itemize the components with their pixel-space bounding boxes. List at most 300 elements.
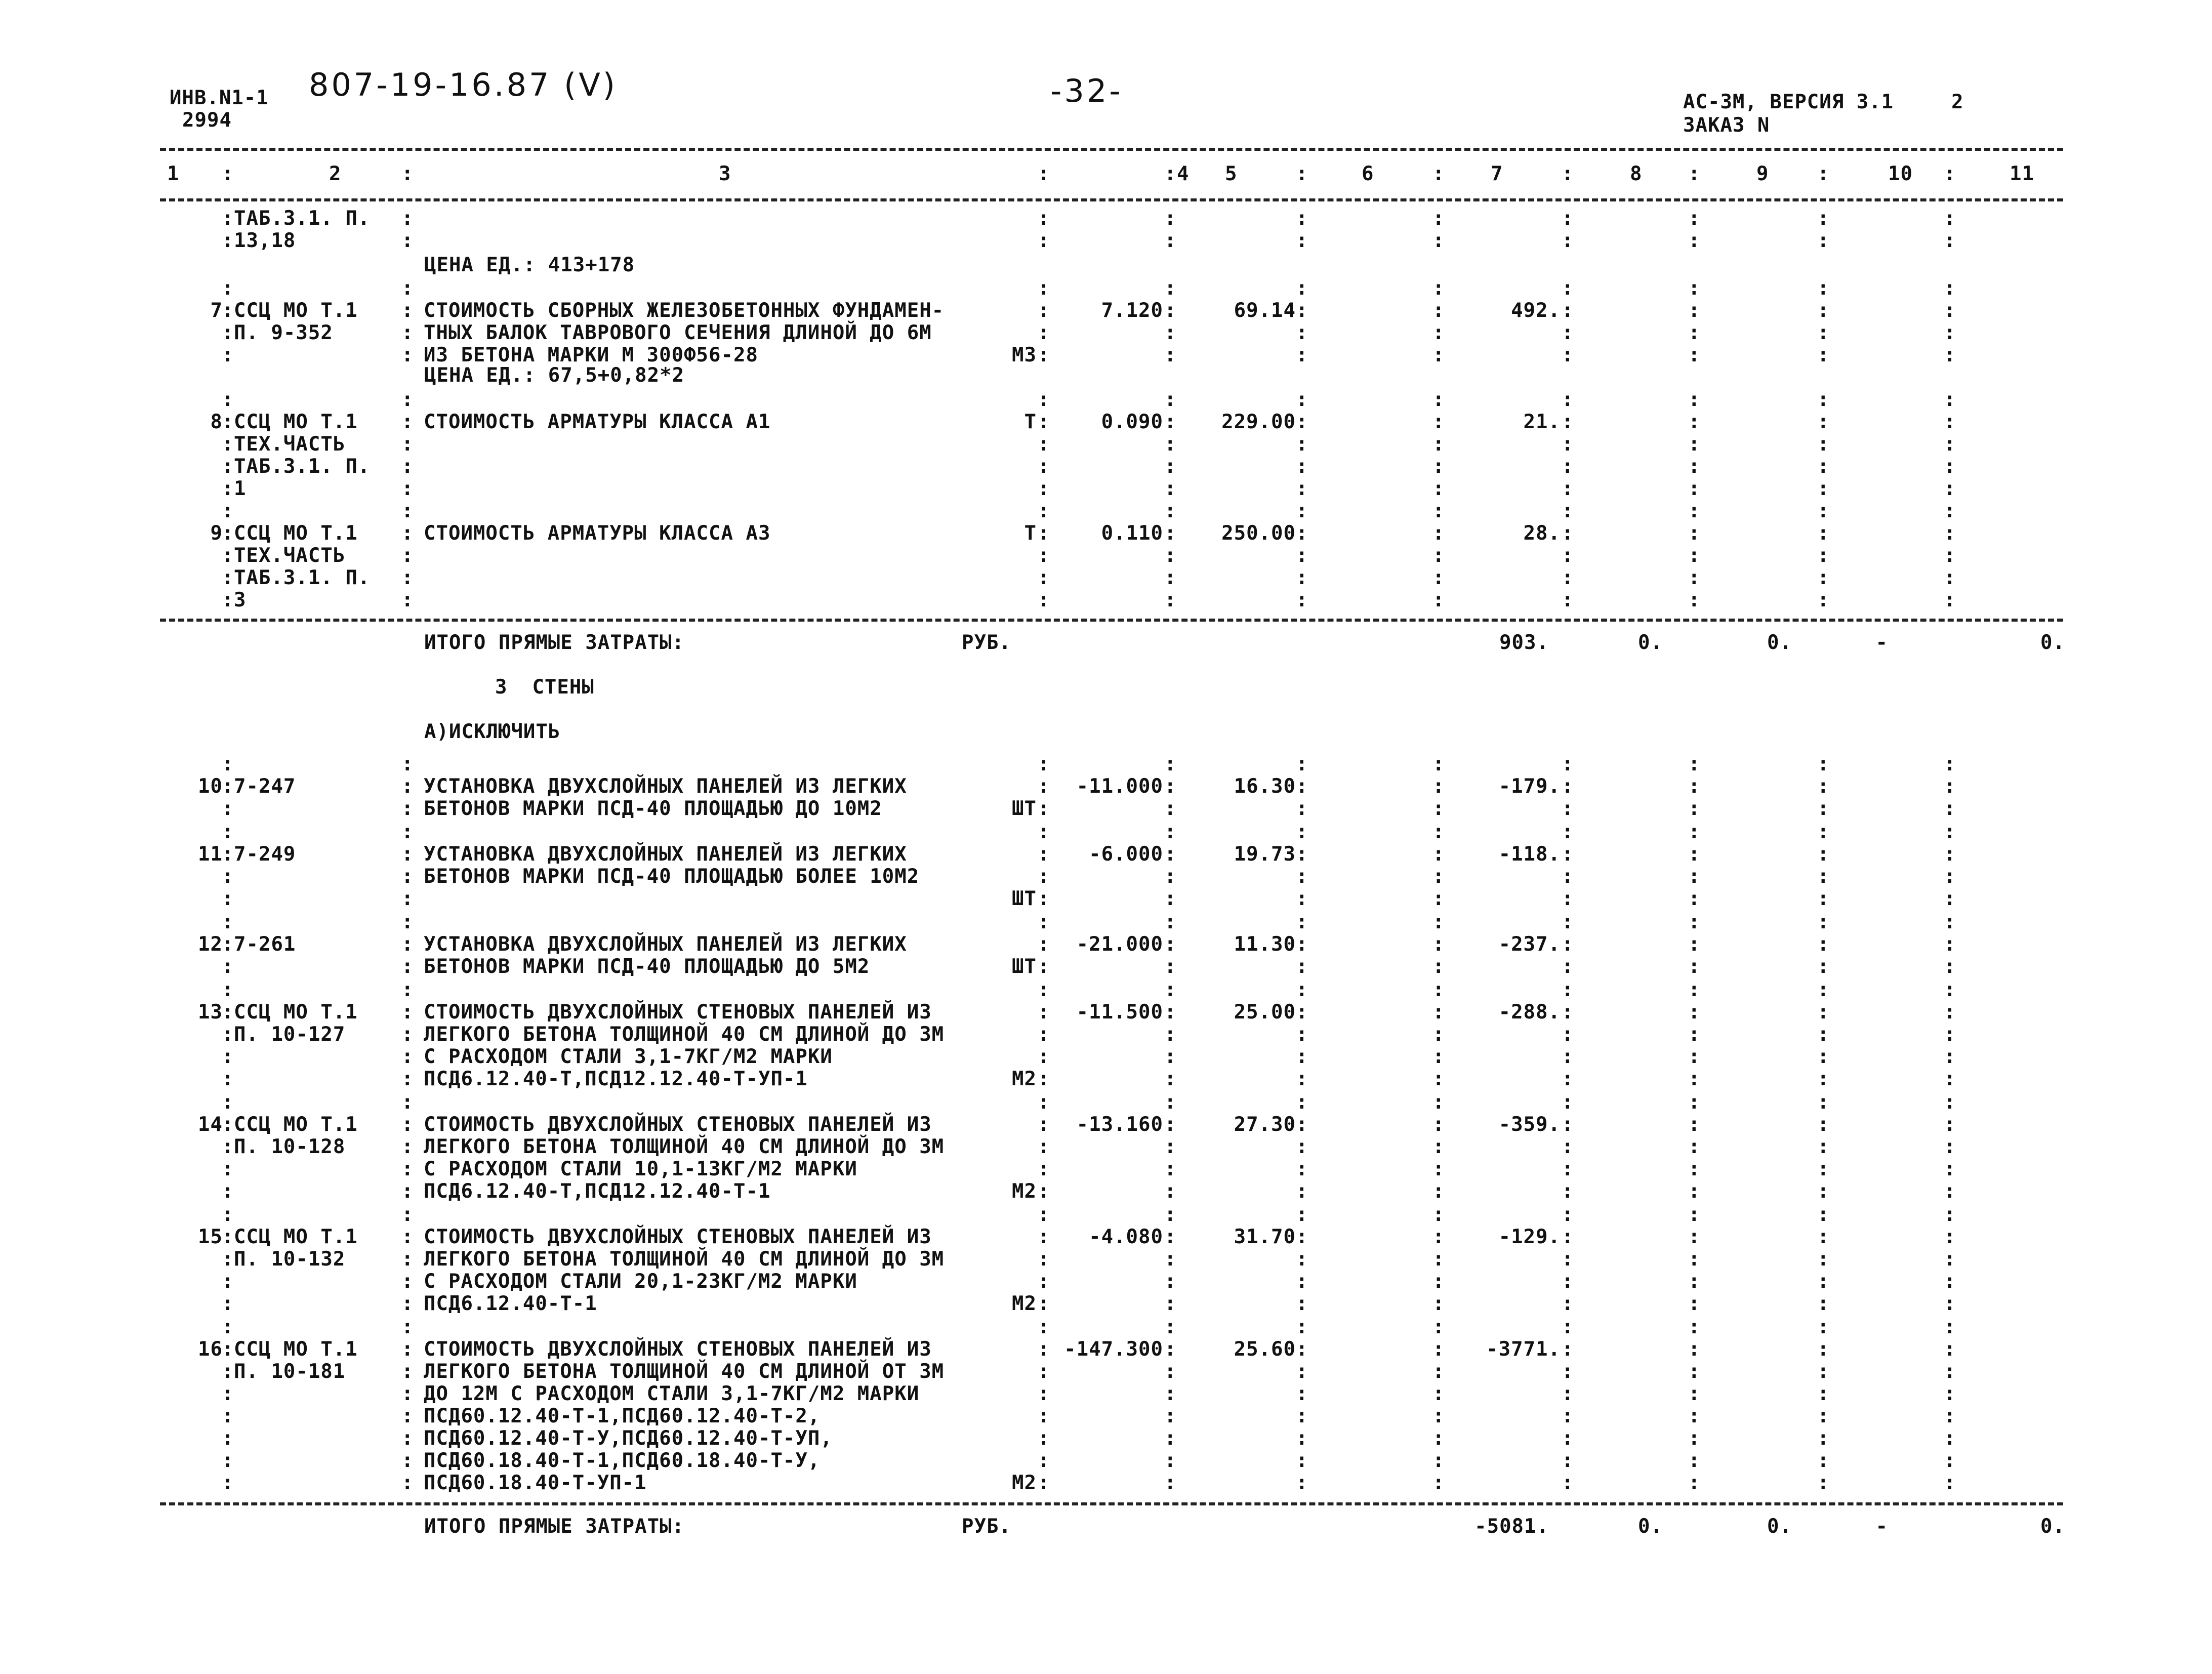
row-unit: ШТ <box>1012 955 1037 978</box>
column-separator: : <box>1164 455 1177 478</box>
column-separator: : <box>1562 1068 1574 1090</box>
row-code: ССЦ МО Т.1 <box>234 1226 358 1248</box>
column-separator: : <box>222 455 234 478</box>
column-separator: : <box>1562 1135 1574 1158</box>
column-separator: : <box>222 1316 234 1338</box>
column-header-6: 6 <box>1362 162 1374 185</box>
column-separator: : <box>1562 344 1574 366</box>
column-separator: : <box>1164 933 1177 956</box>
column-separator: : <box>1296 500 1308 522</box>
column-separator: : <box>1038 1113 1050 1136</box>
column-separator: : <box>1688 1068 1701 1090</box>
column-separator: : <box>1432 1338 1445 1361</box>
column-separator: : <box>1432 1023 1445 1046</box>
column-separator: : <box>1296 1091 1308 1114</box>
column-separator: : <box>1038 1360 1050 1383</box>
row-code: ТАБ.3.1. П. <box>234 566 371 589</box>
column-separator: : <box>1944 1180 1956 1203</box>
row-code: П. 10-128 <box>234 1135 346 1158</box>
column-separator: : <box>1817 162 1830 185</box>
column-separator: : <box>222 1248 234 1271</box>
column-separator: : <box>401 753 414 775</box>
column-separator: : <box>401 433 414 456</box>
column-separator: : <box>1562 500 1574 522</box>
column-separator: : <box>1562 433 1574 456</box>
column-separator: : <box>1562 277 1574 300</box>
column-separator: : <box>222 1180 234 1203</box>
column-separator: : <box>222 162 234 185</box>
column-separator: : <box>401 1292 414 1315</box>
column-separator: : <box>1296 797 1308 820</box>
row-code: 7-247 <box>234 775 296 798</box>
column-separator: : <box>401 1113 414 1136</box>
row-description: ЛЕГКОГО БЕТОНА ТОЛЩИНОЙ 40 СМ ДЛИНОЙ ДО 3М <box>424 1023 945 1046</box>
column-separator: : <box>1944 1158 1956 1180</box>
column-separator: : <box>1164 911 1177 933</box>
column-separator: : <box>1944 821 1956 843</box>
column-separator: : <box>401 1091 414 1114</box>
row-code: 3 <box>234 589 247 611</box>
column-separator: : <box>1562 1338 1574 1361</box>
column-separator: : <box>1817 544 1830 567</box>
column-separator: : <box>222 753 234 775</box>
column-separator: : <box>1562 1248 1574 1271</box>
column-separator: : <box>1296 1001 1308 1024</box>
column-separator: : <box>1817 1270 1830 1293</box>
column-separator: : <box>222 344 234 366</box>
column-separator: : <box>1038 1405 1050 1427</box>
column-separator: : <box>401 299 414 322</box>
column-separator: : <box>1164 162 1177 185</box>
row-price: 16.30 <box>1234 775 1296 798</box>
column-separator: : <box>1944 1068 1956 1090</box>
row-code: ССЦ МО Т.1 <box>234 299 358 322</box>
column-separator: : <box>1817 911 1830 933</box>
column-separator: : <box>1432 1427 1445 1450</box>
column-separator: : <box>1688 1045 1701 1068</box>
column-separator: : <box>1164 1226 1177 1248</box>
column-separator: : <box>1944 299 1956 322</box>
column-separator: : <box>1296 344 1308 366</box>
column-separator: : <box>1817 1292 1830 1315</box>
column-separator: : <box>1688 433 1701 456</box>
column-separator: : <box>1817 797 1830 820</box>
row-description: ПСД60.18.40-Т-1,ПСД60.18.40-Т-У, <box>424 1449 821 1472</box>
column-separator: : <box>1164 1382 1177 1405</box>
column-separator: : <box>1944 1360 1956 1383</box>
column-separator: : <box>1164 821 1177 843</box>
column-separator: : <box>1817 1226 1830 1248</box>
column-separator: : <box>1688 1472 1701 1494</box>
column-separator: : <box>1562 887 1574 910</box>
column-separator: : <box>222 1338 234 1361</box>
subtotal-col9: 0. <box>1767 1515 1792 1538</box>
column-separator: : <box>1038 1472 1050 1494</box>
row-quantity: -11.000 <box>1076 775 1163 798</box>
column-separator: : <box>1432 321 1445 344</box>
column-separator: : <box>401 207 414 230</box>
column-separator: : <box>1164 843 1177 866</box>
column-separator: : <box>1038 933 1050 956</box>
column-separator: : <box>222 1158 234 1180</box>
version-number: 2 <box>1951 91 1964 113</box>
column-separator: : <box>1562 1023 1574 1046</box>
column-separator: : <box>401 978 414 1001</box>
column-separator: : <box>1296 411 1308 433</box>
row-code: П. 10-181 <box>234 1360 346 1383</box>
column-separator: : <box>222 1091 234 1114</box>
column-separator: : <box>1038 589 1050 611</box>
column-separator: : <box>1944 1270 1956 1293</box>
column-separator: : <box>1688 1316 1701 1338</box>
column-separator: : <box>401 1001 414 1024</box>
column-separator: : <box>1432 1360 1445 1383</box>
column-separator: : <box>1164 1023 1177 1046</box>
column-separator: : <box>1688 955 1701 978</box>
row-description: СТОИМОСТЬ ДВУХСЛОЙНЫХ СТЕНОВЫХ ПАНЕЛЕЙ ИЗ <box>424 1338 932 1361</box>
row-code: ТЕХ.ЧАСТЬ <box>234 544 346 567</box>
column-separator: : <box>1296 1226 1308 1248</box>
column-separator: : <box>1038 1091 1050 1114</box>
column-separator: : <box>1562 753 1574 775</box>
column-separator: : <box>401 797 414 820</box>
column-separator: : <box>401 277 414 300</box>
row-description: УСТАНОВКА ДВУХСЛОЙНЫХ ПАНЕЛЕЙ ИЗ ЛЕГКИХ <box>424 775 907 798</box>
subtotal-label: ИТОГО ПРЯМЫЕ ЗАТРАТЫ: <box>424 1515 685 1538</box>
column-separator: : <box>1562 411 1574 433</box>
column-separator: : <box>1562 162 1574 185</box>
column-separator: : <box>1038 544 1050 567</box>
row-description: СТОИМОСТЬ ДВУХСЛОЙНЫХ СТЕНОВЫХ ПАНЕЛЕЙ ИЗ <box>424 1001 932 1024</box>
column-separator: : <box>1038 388 1050 411</box>
column-separator: : <box>1432 911 1445 933</box>
column-separator: : <box>1688 477 1701 500</box>
column-separator: : <box>1296 843 1308 866</box>
rule-top <box>160 148 2063 151</box>
column-separator: : <box>1038 865 1050 888</box>
row-price: 31.70 <box>1234 1226 1296 1248</box>
column-separator: : <box>1038 1270 1050 1293</box>
column-separator: : <box>1688 1405 1701 1427</box>
column-separator: : <box>1038 1382 1050 1405</box>
row-unit: Т <box>1024 411 1037 433</box>
subtotal-col8: 0. <box>1638 631 1663 654</box>
column-separator: : <box>1688 1203 1701 1226</box>
column-header-9: 9 <box>1756 162 1769 185</box>
column-separator: : <box>1562 299 1574 322</box>
column-separator: : <box>1164 1472 1177 1494</box>
column-separator: : <box>1688 1248 1701 1271</box>
column-separator: : <box>222 821 234 843</box>
column-separator: : <box>1817 229 1830 252</box>
column-separator: : <box>1296 933 1308 956</box>
column-separator: : <box>1164 1316 1177 1338</box>
row-unit: ШТ <box>1012 797 1037 820</box>
column-separator: : <box>1944 933 1956 956</box>
column-separator: : <box>1944 1292 1956 1315</box>
column-separator: : <box>222 522 234 545</box>
column-separator: : <box>222 1203 234 1226</box>
column-separator: : <box>1164 1338 1177 1361</box>
column-separator: : <box>1432 865 1445 888</box>
column-separator: : <box>1296 1045 1308 1068</box>
column-separator: : <box>1944 775 1956 798</box>
column-separator: : <box>1296 299 1308 322</box>
column-separator: : <box>1432 1045 1445 1068</box>
column-separator: : <box>1038 321 1050 344</box>
row-description: ЛЕГКОГО БЕТОНА ТОЛЩИНОЙ 40 СМ ДЛИНОЙ ДО 3М <box>424 1248 945 1271</box>
column-separator: : <box>1688 1091 1701 1114</box>
column-separator: : <box>1296 753 1308 775</box>
column-separator: : <box>1038 477 1050 500</box>
column-separator: : <box>1038 1001 1050 1024</box>
column-separator: : <box>1038 978 1050 1001</box>
column-separator: : <box>1688 1382 1701 1405</box>
column-separator: : <box>1164 229 1177 252</box>
column-separator: : <box>1432 933 1445 956</box>
column-separator: : <box>1038 1316 1050 1338</box>
row-code: ССЦ МО Т.1 <box>234 522 358 545</box>
column-separator: : <box>1688 1113 1701 1136</box>
row-total: -129. <box>1498 1226 1561 1248</box>
column-separator: : <box>1164 566 1177 589</box>
column-separator: : <box>1688 1338 1701 1361</box>
row-number: 14 <box>198 1113 223 1136</box>
column-separator: : <box>1688 1427 1701 1450</box>
column-separator: : <box>1432 775 1445 798</box>
column-separator: : <box>1817 207 1830 230</box>
column-separator: : <box>1432 411 1445 433</box>
column-separator: : <box>1432 1292 1445 1315</box>
column-separator: : <box>1164 753 1177 775</box>
column-separator: : <box>1817 321 1830 344</box>
column-separator: : <box>222 1360 234 1383</box>
row-price: 25.00 <box>1234 1001 1296 1024</box>
column-separator: : <box>1432 1472 1445 1494</box>
row-code: 13,18 <box>234 229 296 252</box>
column-separator: : <box>1164 1068 1177 1090</box>
column-separator: : <box>1688 162 1701 185</box>
column-separator: : <box>401 566 414 589</box>
column-separator: : <box>1688 455 1701 478</box>
subtotal-currency: РУБ. <box>962 1515 1011 1538</box>
column-separator: : <box>1817 433 1830 456</box>
column-separator: : <box>1944 1203 1956 1226</box>
column-separator: : <box>1562 522 1574 545</box>
row-description: БЕТОНОВ МАРКИ ПСД-40 ПЛОЩАДЬЮ ДО 5М2 <box>424 955 870 978</box>
row-description: СТОИМОСТЬ АРМАТУРЫ КЛАССА А1 <box>424 411 771 433</box>
column-separator: : <box>1038 411 1050 433</box>
column-separator: : <box>1944 911 1956 933</box>
column-separator: : <box>1817 753 1830 775</box>
column-separator: : <box>1432 500 1445 522</box>
column-separator: : <box>222 229 234 252</box>
column-separator: : <box>401 388 414 411</box>
subtotal-col11: 0. <box>2040 631 2065 654</box>
column-separator: : <box>1164 321 1177 344</box>
column-separator: : <box>1944 1135 1956 1158</box>
column-separator: : <box>1296 1292 1308 1315</box>
subtotal-col11: 0. <box>2040 1515 2065 1538</box>
column-separator: : <box>401 411 414 433</box>
column-separator: : <box>401 477 414 500</box>
column-separator: : <box>1164 277 1177 300</box>
subtotal-col7: 903. <box>1499 631 1549 654</box>
column-separator: : <box>1432 522 1445 545</box>
column-separator: : <box>401 1068 414 1090</box>
column-separator: : <box>1432 388 1445 411</box>
column-separator: : <box>1944 797 1956 820</box>
column-separator: : <box>1817 1472 1830 1494</box>
column-separator: : <box>1688 753 1701 775</box>
column-separator: : <box>1944 522 1956 545</box>
column-separator: : <box>401 544 414 567</box>
column-separator: : <box>1432 1180 1445 1203</box>
row-description: СТОИМОСТЬ АРМАТУРЫ КЛАССА А3 <box>424 522 771 545</box>
column-separator: : <box>222 500 234 522</box>
column-separator: : <box>401 1135 414 1158</box>
column-separator: : <box>222 207 234 230</box>
column-separator: : <box>222 955 234 978</box>
rule-subtotal <box>160 619 2063 622</box>
column-separator: : <box>1944 433 1956 456</box>
column-separator: : <box>1817 411 1830 433</box>
column-separator: : <box>1562 1001 1574 1024</box>
column-separator: : <box>1038 1068 1050 1090</box>
row-number: 15 <box>198 1226 223 1248</box>
column-separator: : <box>1296 207 1308 230</box>
row-total: -288. <box>1498 1001 1561 1024</box>
column-separator: : <box>1296 1316 1308 1338</box>
column-separator: : <box>1038 1135 1050 1158</box>
column-separator: : <box>1164 299 1177 322</box>
column-separator: : <box>401 887 414 910</box>
column-separator: : <box>401 500 414 522</box>
row-code: ССЦ МО Т.1 <box>234 1001 358 1024</box>
column-separator: : <box>1164 1203 1177 1226</box>
row-code: ТАБ.3.1. П. <box>234 207 371 230</box>
column-separator: : <box>1944 753 1956 775</box>
column-separator: : <box>222 1382 234 1405</box>
column-separator: : <box>1688 321 1701 344</box>
column-separator: : <box>1688 500 1701 522</box>
column-separator: : <box>1296 388 1308 411</box>
column-separator: : <box>1432 1158 1445 1180</box>
column-header-1: 1 <box>167 162 180 185</box>
column-separator: : <box>1296 566 1308 589</box>
subtotal-col10: - <box>1875 1515 1888 1538</box>
column-separator: : <box>401 933 414 956</box>
column-separator: : <box>222 433 234 456</box>
column-separator: : <box>1038 1248 1050 1271</box>
column-header-10: 10 <box>1888 162 1913 185</box>
row-code: 7-249 <box>234 843 296 866</box>
column-separator: : <box>1562 1427 1574 1450</box>
column-separator: : <box>401 589 414 611</box>
column-separator: : <box>1038 821 1050 843</box>
column-separator: : <box>1432 1316 1445 1338</box>
row-description: СТОИМОСТЬ ДВУХСЛОЙНЫХ СТЕНОВЫХ ПАНЕЛЕЙ ИЗ <box>424 1113 932 1136</box>
column-separator: : <box>222 1292 234 1315</box>
column-separator: : <box>1164 522 1177 545</box>
column-separator: : <box>222 1135 234 1158</box>
column-separator: : <box>1562 1158 1574 1180</box>
column-separator: : <box>1562 1316 1574 1338</box>
column-separator: : <box>222 911 234 933</box>
column-separator: : <box>1432 1203 1445 1226</box>
column-separator: : <box>1817 955 1830 978</box>
column-separator: : <box>1164 544 1177 567</box>
column-separator: : <box>1817 865 1830 888</box>
column-separator: : <box>1432 207 1445 230</box>
column-separator: : <box>1562 1405 1574 1427</box>
column-separator: : <box>1944 1001 1956 1024</box>
column-separator: : <box>1432 797 1445 820</box>
column-separator: : <box>1817 1045 1830 1068</box>
column-separator: : <box>1296 1382 1308 1405</box>
column-separator: : <box>1562 843 1574 866</box>
row-code: ССЦ МО Т.1 <box>234 411 358 433</box>
column-separator: : <box>1562 1449 1574 1472</box>
row-quantity: -4.080 <box>1089 1226 1163 1248</box>
column-separator: : <box>1038 522 1050 545</box>
row-price: 19.73 <box>1234 843 1296 866</box>
column-separator: : <box>1688 277 1701 300</box>
row-description: ИЗ БЕТОНА МАРКИ М 300Ф56-28 <box>424 344 758 366</box>
column-separator: : <box>1944 1023 1956 1046</box>
column-separator: : <box>1164 344 1177 366</box>
column-header-7: 7 <box>1491 162 1503 185</box>
column-separator: : <box>1296 522 1308 545</box>
column-separator: : <box>1688 388 1701 411</box>
column-separator: : <box>1296 1023 1308 1046</box>
column-separator: : <box>1164 207 1177 230</box>
column-separator: : <box>1038 1226 1050 1248</box>
column-separator: : <box>1562 1472 1574 1494</box>
column-separator: : <box>1562 1226 1574 1248</box>
column-separator: : <box>1817 1449 1830 1472</box>
column-separator: : <box>401 1449 414 1472</box>
row-code: ТАБ.3.1. П. <box>234 455 371 478</box>
column-separator: : <box>1164 797 1177 820</box>
column-separator: : <box>1296 1338 1308 1361</box>
column-separator: : <box>1688 865 1701 888</box>
column-separator: : <box>222 277 234 300</box>
column-separator: : <box>222 775 234 798</box>
order-label: ЗАКАЗ N <box>1683 114 1770 137</box>
row-description: БЕТОНОВ МАРКИ ПСД-40 ПЛОЩАДЬЮ ДО 10М2 <box>424 797 882 820</box>
column-separator: : <box>1944 477 1956 500</box>
column-separator: : <box>1038 753 1050 775</box>
column-separator: : <box>401 229 414 252</box>
row-quantity: -6.000 <box>1089 843 1163 866</box>
column-separator: : <box>1296 911 1308 933</box>
column-separator: : <box>1562 797 1574 820</box>
column-separator: : <box>1296 433 1308 456</box>
column-separator: : <box>1944 455 1956 478</box>
row-description: ЛЕГКОГО БЕТОНА ТОЛЩИНОЙ 40 СМ ДЛИНОЙ ДО 3М <box>424 1135 945 1158</box>
column-separator: : <box>1432 821 1445 843</box>
column-separator: : <box>1164 1001 1177 1024</box>
column-separator: : <box>401 522 414 545</box>
column-separator: : <box>401 1405 414 1427</box>
column-separator: : <box>1164 1158 1177 1180</box>
column-separator: : <box>401 865 414 888</box>
column-separator: : <box>1688 1135 1701 1158</box>
column-separator: : <box>1296 162 1308 185</box>
column-separator: : <box>1038 500 1050 522</box>
row-unit: М3 <box>1012 344 1037 366</box>
